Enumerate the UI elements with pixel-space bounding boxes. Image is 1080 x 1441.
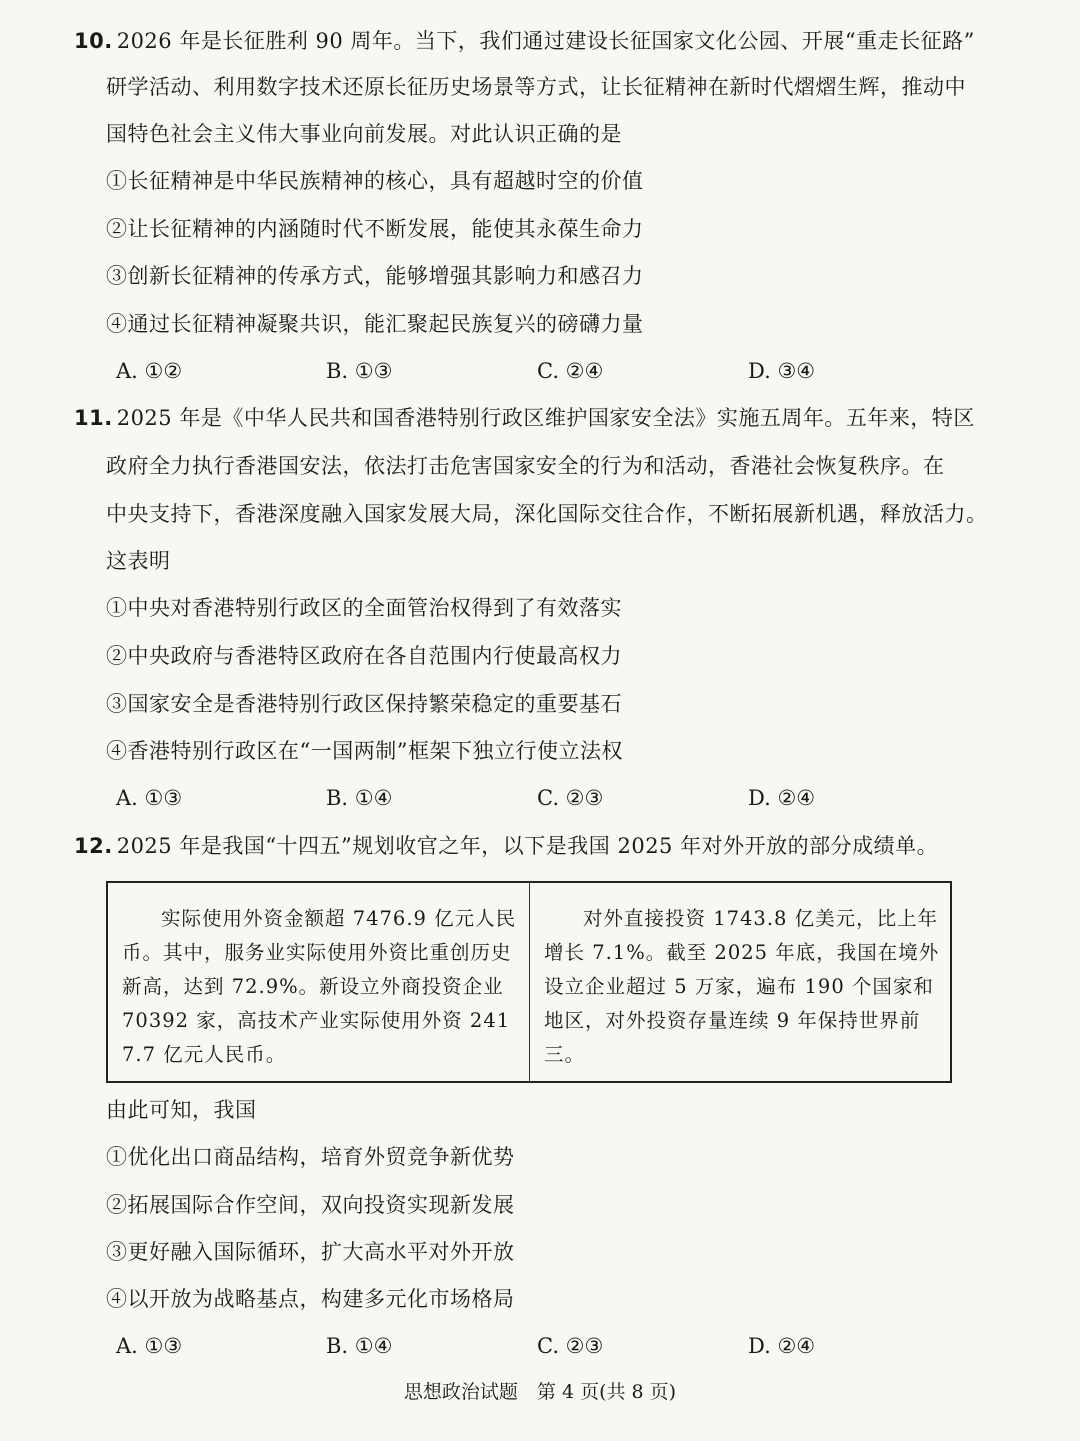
q12-stem-line-1: 2025 年是我国“十四五”规划收官之年，以下是我国 2025 年对外开放的部分成绩单。 bbox=[116, 834, 939, 858]
q12-item-1: ①优化出口商品结构，培育外贸竞争新优势 bbox=[106, 1145, 515, 1169]
q11-number: 11. bbox=[74, 406, 113, 430]
q10-stem-line-1: 2026 年是长征胜利 90 周年。当下，我们通过建设长征国家文化公园、开展“重走长征路” bbox=[116, 29, 975, 53]
q12-item-3: ③更好融入国际循环，扩大高水平对外开放 bbox=[106, 1240, 515, 1264]
q12-lead: 由此可知，我国 bbox=[106, 1098, 257, 1122]
q11-option-d[interactable]: D. ②④ bbox=[748, 786, 816, 810]
q11-stem-line-2: 政府全力执行香港国安法，依法打击危害国家安全的行为和活动，香港社会恢复秩序。在 bbox=[106, 454, 945, 478]
q12-option-d[interactable]: D. ②④ bbox=[748, 1334, 816, 1358]
q12-line-1 bbox=[74, 831, 938, 861]
q10-option-a[interactable]: A. ①② bbox=[116, 359, 183, 383]
q11-item-2: ②中央政府与香港特区政府在各自范围内行使最高权力 bbox=[106, 644, 622, 668]
q10-stem-line-2: 研学活动、利用数字技术还原长征历史场景等方式，让长征精神在新时代熠熠生辉，推动中 bbox=[106, 75, 966, 99]
q12-option-c[interactable]: C. ②③ bbox=[537, 1334, 604, 1358]
q11-item-4: ④香港特别行政区在“一国两制”框架下独立行使立法权 bbox=[106, 739, 623, 763]
q10-line-1 bbox=[74, 26, 975, 56]
q11-option-c[interactable]: C. ②③ bbox=[537, 786, 604, 810]
q11-option-a[interactable]: A. ①③ bbox=[116, 786, 183, 810]
q12-option-a[interactable]: A. ①③ bbox=[116, 1334, 183, 1358]
q10-option-d[interactable]: D. ③④ bbox=[748, 359, 816, 383]
q12-item-2: ②拓展国际合作空间，双向投资实现新发展 bbox=[106, 1193, 515, 1217]
q10-item-3: ③创新长征精神的传承方式，能够增强其影响力和感召力 bbox=[106, 264, 644, 288]
q11-line-1 bbox=[74, 403, 975, 433]
q11-item-1: ①中央对香港特别行政区的全面管治权得到了有效落实 bbox=[106, 596, 622, 620]
table-cell-left bbox=[108, 883, 529, 1081]
table-cell-left-text: 实际使用外资金额超 7476.9 亿元人民币。其中，服务业实际使用外资比重创历史新高，达到 72.9%。新设立外商投资企业 70392 家，高技术产业实际使用外资 2417.7 亿元人民币。 bbox=[122, 907, 517, 1066]
q11-stem-line-3: 中央支持下，香港深度融入国家发展大局，深化国际交往合作，不断拓展新机遇，释放活力。 bbox=[106, 502, 988, 526]
q11-stem-line-1: 2025 年是《中华人民共和国香港特别行政区维护国家安全法》实施五周年。五年来，特区 bbox=[116, 406, 975, 430]
q10-item-1: ①长征精神是中华民族精神的核心，具有超越时空的价值 bbox=[106, 169, 644, 193]
q12-number: 12. bbox=[74, 834, 113, 858]
q10-number: 10. bbox=[74, 29, 113, 53]
q11-option-b[interactable]: B. ①④ bbox=[326, 786, 393, 810]
q10-option-c[interactable]: C. ②④ bbox=[537, 359, 604, 383]
table-cell-right-text: 对外直接投资 1743.8 亿美元，比上年增长 7.1%。截至 2025 年底，我国在境外设立企业超过 5 万家，遍布 190 个国家和地区，对外投资存量连续 9 年保持世界前三。 bbox=[544, 907, 940, 1066]
q10-option-b[interactable]: B. ①③ bbox=[326, 359, 393, 383]
q12-option-b[interactable]: B. ①④ bbox=[326, 1334, 393, 1358]
q11-item-3: ③国家安全是香港特别行政区保持繁荣稳定的重要基石 bbox=[106, 692, 622, 716]
table-cell-right bbox=[529, 883, 950, 1081]
achievement-table bbox=[106, 881, 952, 1083]
q11-stem-line-4: 这表明 bbox=[106, 549, 171, 573]
q12-item-4: ④以开放为战略基点，构建多元化市场格局 bbox=[106, 1287, 515, 1311]
q10-item-2: ②让长征精神的内涵随时代不断发展，能使其永葆生命力 bbox=[106, 217, 644, 241]
page-footer: 思想政治试题 第 4 页(共 8 页) bbox=[403, 1381, 677, 1403]
q10-item-4: ④通过长征精神凝聚共识，能汇聚起民族复兴的磅礴力量 bbox=[106, 312, 644, 336]
q10-stem-line-3: 国特色社会主义伟大事业向前发展。对此认识正确的是 bbox=[106, 122, 622, 146]
